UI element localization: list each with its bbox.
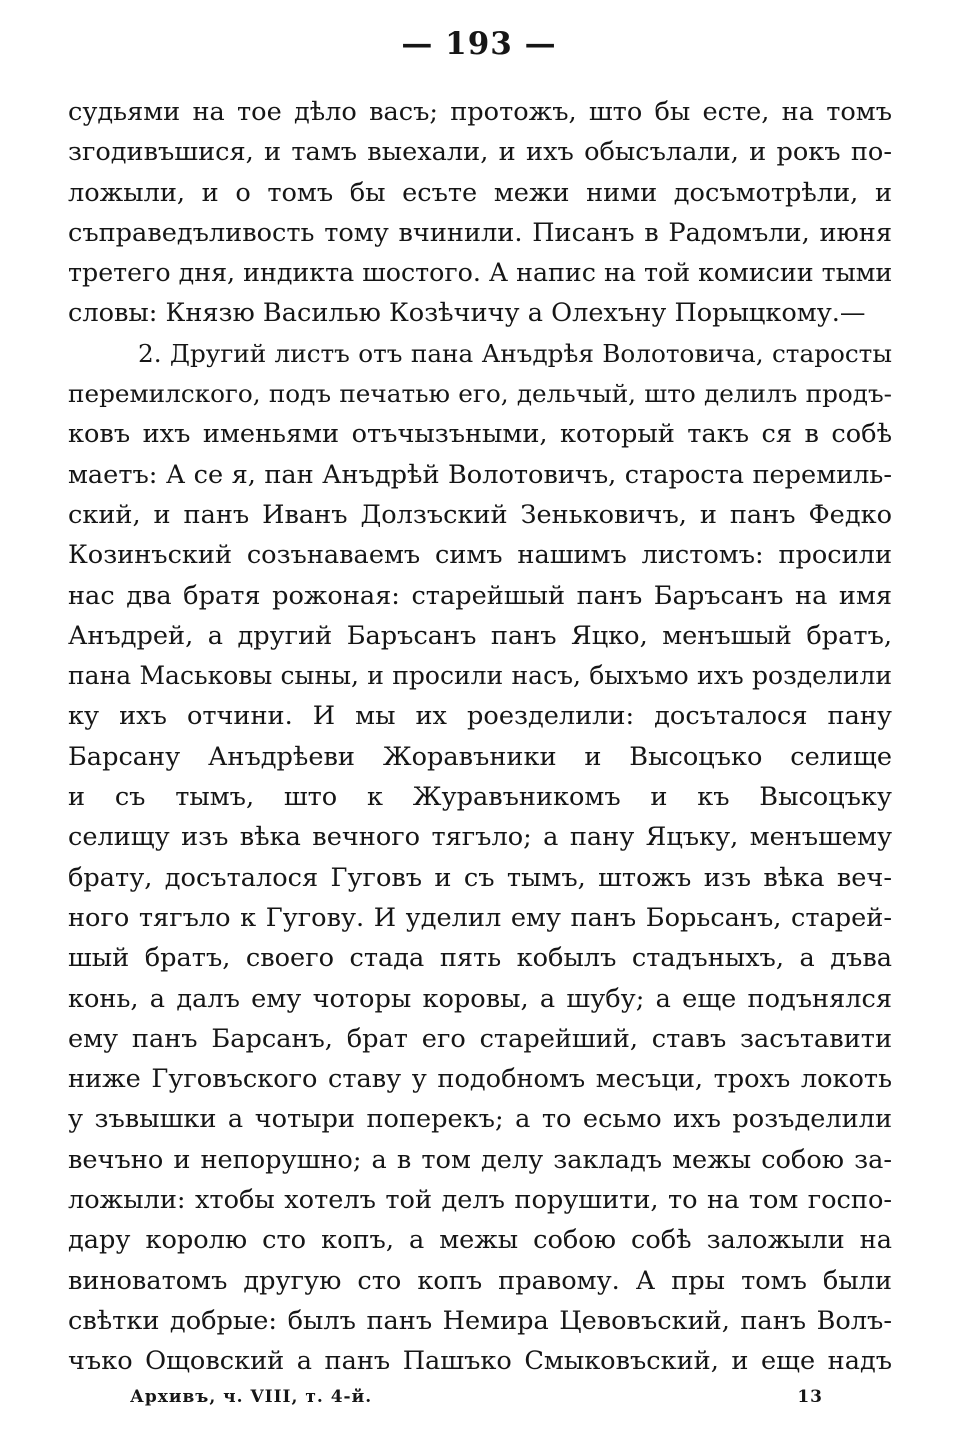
text-line: ский, и панъ Иванъ Долзъский Зеньковичъ, и панъ Федко <box>68 499 892 530</box>
text-line: словы: Князю Василью Козѣчичу а Олехъну Порыцкому.— <box>68 298 866 329</box>
text-line: третего дня, индикта шостого. А напис на той комисии тыми <box>68 258 892 288</box>
body-text <box>68 92 892 1382</box>
text-line: ниже Гуговъского ставу у подобномъ месъци, трохъ локоть <box>68 1064 892 1095</box>
text-line: съправедъливость тому вчинили. Писанъ в Радомъли, июня <box>68 217 892 248</box>
text-line: Козинъский созънаваемъ симъ нашимъ листомъ: просили <box>68 540 892 571</box>
signature-mark: 13 <box>797 1387 823 1407</box>
text-line: ку ихъ отчини. И мы их роезделили: досъталося пану <box>68 701 892 732</box>
paragraph-2 <box>68 334 892 1382</box>
text-line: ковъ ихъ именьями отъчызъными, который такъ ся в собѣ <box>68 419 892 450</box>
text-line: пана Маськовы сыны, и просили насъ, быхъмо ихъ розделили <box>68 661 892 691</box>
text-line: шый братъ, своего стада пять кобылъ стадъныхъ, а дъва <box>68 943 892 974</box>
text-line: ему панъ Барсанъ, брат его старейший, ставъ засътавити <box>68 1023 892 1054</box>
text-line: и съ тымъ, што к Журавъникомъ и къ Высоцъку <box>68 782 892 813</box>
footer-title: Архивъ, ч. VIII, т. 4-й. <box>130 1387 373 1407</box>
text-line: ного тягъло к Гугову. И уделил ему панъ Борьсанъ, старей- <box>68 902 892 933</box>
text-line: Барсану Анъдрѣеви Жоравъники и Высоцъко селище <box>68 741 892 772</box>
text-line: вечъно и непорушно; а в том делу закладъ межы собою за- <box>68 1144 892 1175</box>
text-line: перемилского, подъ печатью его, дельчый, што делилъ продъ- <box>68 379 892 409</box>
text-line: 2. Другий листъ отъ пана Анъдрѣя Волотовича, старосты <box>138 338 892 368</box>
text-line: ложыли: хтобы хотелъ той делъ порушити, то на том госпо- <box>68 1185 892 1216</box>
page-footer <box>130 1387 823 1411</box>
text-line: судьями на тое дѣло васъ; протожъ, што бы есте, на томъ <box>68 97 892 127</box>
text-line: маетъ: А се я, пан Анъдрѣй Волотовичъ, староста перемиль- <box>68 459 892 490</box>
text-line: конь, а далъ ему чоторы коровы, а шубу; а еще подънялся <box>68 983 892 1014</box>
text-line: у зъвышки а чотыри поперекъ; а то есьмо ихъ розъделили <box>68 1104 892 1135</box>
text-line: згодивъшися, и тамъ выехали, и ихъ обысълали, и рокъ по- <box>68 137 892 168</box>
text-line: дару королю сто копъ, а межы собою собѣ заложыли на <box>68 1225 892 1256</box>
text-line: брату, досъталося Гуговъ и съ тымъ, штожъ изъ вѣка веч- <box>68 862 892 893</box>
text-line: нас два братя рожоная: старейшый панъ Баръсанъ на имя <box>68 580 892 611</box>
text-line: чъко Ощовский а панъ Пашъко Смыковъский, и еще надъ <box>68 1346 892 1377</box>
text-line: селищу изъ вѣка вечного тягъло; а пану Яцъку, менъшему <box>68 822 892 853</box>
text-line: виноватомъ другую сто копъ правому. А пры томъ были <box>68 1265 892 1296</box>
text-line: свѣтки добрые: былъ панъ Немира Цевовъский, панъ Волъ- <box>68 1305 892 1336</box>
page-number: — 193 — <box>401 26 557 62</box>
paragraph-1 <box>68 92 892 334</box>
text-line: ложыли, и о томъ бы есъте межи ними досъмотрѣли, и <box>68 177 892 208</box>
text-line: Анъдрей, а другий Баръсанъ панъ Яцко, менъшый братъ, <box>68 620 892 651</box>
